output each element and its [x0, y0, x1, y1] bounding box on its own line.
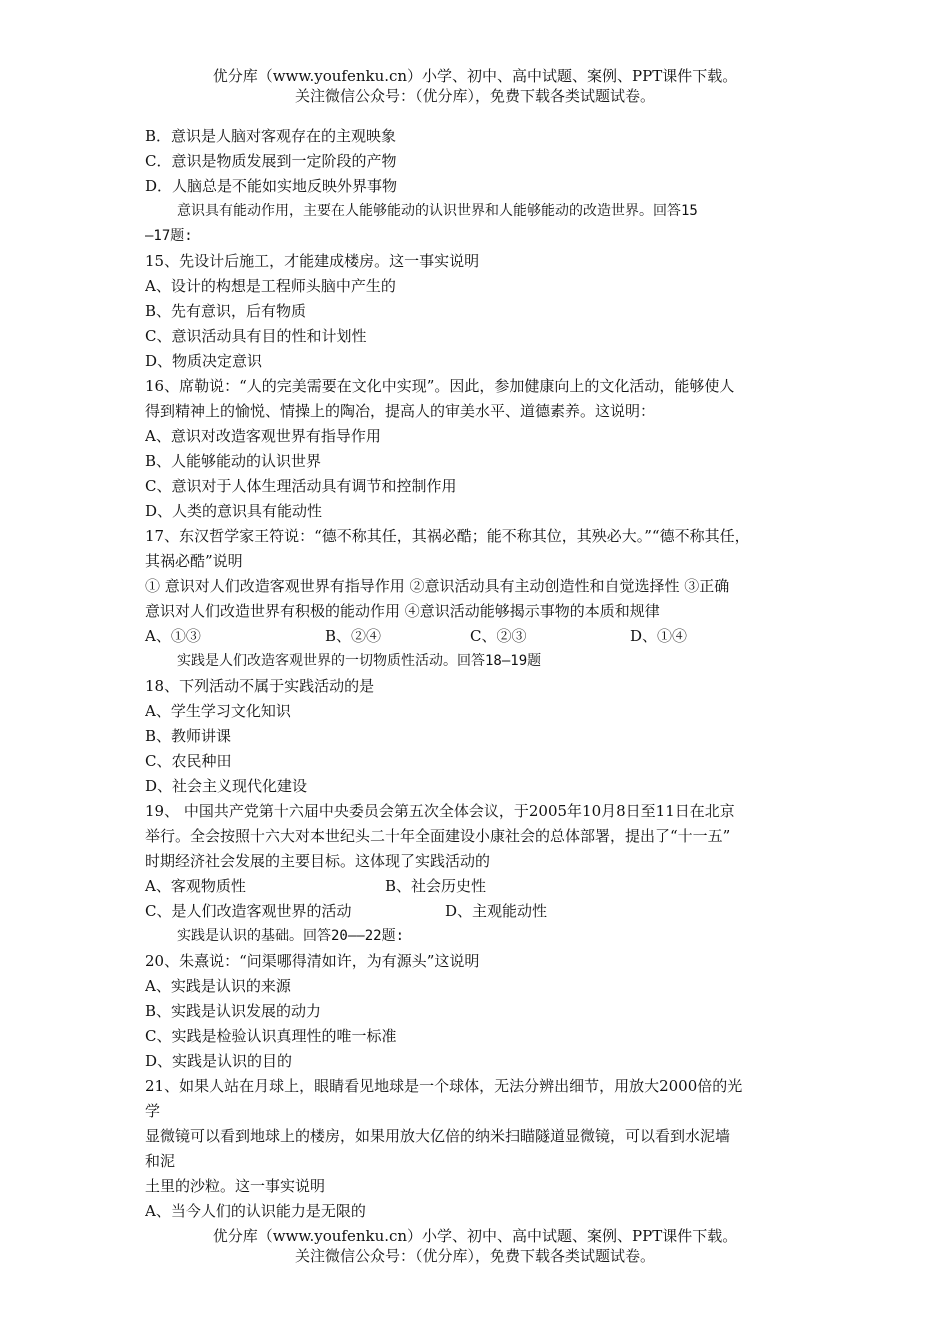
footer-line-1: 优分库（www.youfenku.cn）小学、初中、高中试题、案例、PPT课件下载。: [212, 1227, 738, 1245]
question-17-cont: 其祸必酷”说明: [145, 552, 243, 570]
option-line: A、实践是认识的来源: [145, 977, 291, 995]
question-16-cont: 得到精神上的愉悦、情操上的陶冶，提高人的审美水平、道德素养。这说明：: [145, 402, 656, 420]
option-line: B、实践是认识发展的动力: [145, 1002, 322, 1020]
question-19-cont: 举行。全会按照十六大对本世纪头二十年全面建设小康社会的总体部署，提出了“十一五”: [145, 827, 731, 845]
page-header: [0, 66, 950, 106]
option-line: A、当今人们的认识能力是无限的: [145, 1202, 366, 1220]
option-line: C、意识对于人体生理活动具有调节和控制作用: [145, 477, 457, 495]
question-19-options-row2: [145, 899, 815, 924]
question-20: 20、朱熹说：“问渠哪得清如许，为有源头”这说明: [145, 952, 480, 970]
option-line: C、农民种田: [145, 752, 232, 770]
option-a: A、①③: [145, 627, 201, 645]
option-d: D、①④: [630, 627, 688, 645]
option-line: A、学生学习文化知识: [145, 702, 291, 720]
question-21: 21、如果人站在月球上，眼睛看见地球是一个球体，无法分辨出细节，用放大2000倍的光: [145, 1077, 743, 1095]
option-line: C、实践是检验认识真理性的唯一标准: [145, 1027, 397, 1045]
question-17-statements-cont: 意识对人们改造世界有积极的能动作用 ④意识活动能够揭示事物的本质和规律: [145, 602, 660, 620]
page-footer: [0, 1226, 950, 1266]
section-intro-cont: —17题:: [145, 228, 193, 244]
question-21-cont: 显微镜可以看到地球上的楼房，如果用放大亿倍的纳米扫瞄隧道显微镜，可以看到水泥墙: [145, 1127, 731, 1145]
question-21-cont: 和泥: [145, 1152, 176, 1170]
option-line: D．人脑总是不能如实地反映外界事物: [145, 177, 398, 195]
section-intro: 意识具有能动作用，主要在人能够能动的认识世界和人能够能动的改造世界。回答15: [177, 203, 698, 219]
question-19-cont: 时期经济社会发展的主要目标。这体现了实践活动的: [145, 852, 491, 870]
option-line: D、实践是认识的目的: [145, 1052, 293, 1070]
option-d: D、主观能动性: [445, 902, 548, 920]
option-line: B、先有意识，后有物质: [145, 302, 307, 320]
question-21-cont: 学: [145, 1102, 161, 1120]
question-18: 18、下列活动不属于实践活动的是: [145, 677, 375, 695]
option-line: A、设计的构想是工程师头脑中产生的: [145, 277, 396, 295]
section-intro: 实践是人们改造客观世界的一切物质性活动。回答18—19题: [177, 653, 542, 669]
question-21-cont: 土里的沙粒。这一事实说明: [145, 1177, 326, 1195]
option-line: C、意识活动具有目的性和计划性: [145, 327, 367, 345]
question-17-options: [145, 624, 815, 649]
option-b: B、社会历史性: [385, 877, 487, 895]
option-line: A、意识对改造客观世界有指导作用: [145, 427, 381, 445]
question-19: 19、 中国共产党第十六届中央委员会第五次全体会议，于2005年10月8日至11日在北京: [145, 802, 735, 820]
question-19-options-row1: [145, 874, 815, 899]
document-body: [145, 124, 815, 1224]
option-a: A、客观物质性: [145, 877, 246, 895]
option-line: B、教师讲课: [145, 727, 232, 745]
option-c: C、是人们改造客观世界的活动: [145, 902, 352, 920]
question-17-statements: ① 意识对人们改造客观世界有指导作用 ②意识活动具有主动创造性和自觉选择性 ③正确: [145, 577, 730, 595]
question-17: 17、东汉哲学家王符说：“德不称其任，其祸必酷；能不称其位，其殃必大。”“德不称其任，: [145, 527, 750, 545]
question-15: 15、先设计后施工，才能建成楼房。这一事实说明: [145, 252, 480, 270]
option-line: D、人类的意识具有能动性: [145, 502, 323, 520]
option-line: C．意识是物质发展到一定阶段的产物: [145, 152, 397, 170]
option-b: B、②④: [325, 627, 382, 645]
option-line: B、人能够能动的认识世界: [145, 452, 322, 470]
question-16: 16、席勒说：“人的完美需要在文化中实现”。因此，参加健康向上的文化活动，能够使人: [145, 377, 735, 395]
header-line-2: 关注微信公众号：（优分库），免费下载各类试题试卷。: [294, 87, 655, 105]
option-c: C、②③: [470, 627, 527, 645]
header-line-1: 优分库（www.youfenku.cn）小学、初中、高中试题、案例、PPT课件下载。: [212, 67, 738, 85]
section-intro: 实践是认识的基础。回答20——22题:: [177, 928, 405, 944]
option-line: D、物质决定意识: [145, 352, 263, 370]
option-line: B．意识是人脑对客观存在的主观映象: [145, 127, 397, 145]
footer-line-2: 关注微信公众号：（优分库），免费下载各类试题试卷。: [294, 1247, 655, 1265]
option-line: D、社会主义现代化建设: [145, 777, 308, 795]
